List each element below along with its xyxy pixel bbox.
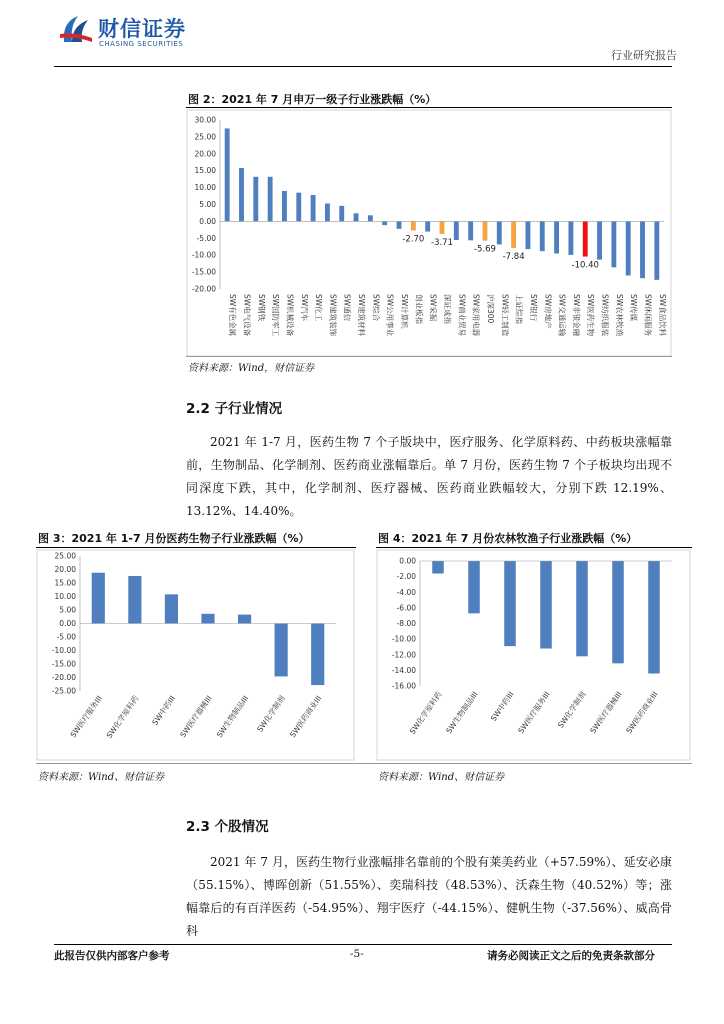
fig2-bar [382, 221, 387, 225]
section-2-2-heading: 2.2 子行业情况 [186, 401, 283, 417]
fig2-bar [368, 215, 373, 221]
fig2-category-label: SW休闲服务 [643, 294, 653, 337]
fig4-bar [612, 561, 624, 663]
fig4-y-tick: -12.00 [391, 650, 416, 660]
fig4-source: 资料来源：Wind、财信证券 [378, 772, 505, 783]
footer-disclaimer-left: 此报告仅供内部客户参考 [54, 950, 170, 962]
fig2-category-label: SW通信 [342, 294, 352, 322]
fig3-bar [128, 576, 141, 624]
fig3-category-label: SW中药III [150, 693, 178, 727]
fig2-category-label: SW钢铁 [256, 294, 266, 322]
fig2-category-label: SW房地产 [543, 294, 553, 329]
fig2-category-label: SW交通运输 [557, 294, 567, 337]
fig2-category-label: SW有色金属 [228, 294, 238, 337]
fig2-category-label: SW国防军工 [271, 294, 281, 337]
fig2-bottom-rule [186, 356, 672, 357]
fig3-title: 图 3：2021 年 1-7 月份医药生物子行业涨跌幅（%） [38, 532, 310, 545]
fig4-y-tick: -2.00 [396, 572, 416, 582]
fig2-category-label: 创业板指 [414, 294, 424, 324]
fig2-bar [511, 221, 516, 247]
fig2-source: 资料来源：Wind，财信证券 [188, 363, 315, 374]
header-rule [54, 66, 672, 67]
brand-logo [58, 12, 94, 48]
fig2-bar [425, 221, 430, 231]
logo-icon [58, 12, 94, 48]
section-2-2-text: 2021 年 1-7 月，医药生物 7 个子版块中，医疗服务、化学原料药、中药板块涨幅靠前，生物制品、化学制剂、医药商业涨幅靠后。单 7 月份，医药生物 7 个子板块均出现不同深度下跌，其中，化学制剂、医疗器械、医药商业跌幅较大，分别下跌 12.19%、13.12%、14.40%。 [186, 435, 672, 518]
fig2-category-label: SW机械设备 [285, 294, 295, 337]
fig2-bar [654, 221, 659, 279]
fig2-category-label: SW汽车 [299, 294, 309, 322]
fig2-bar [325, 203, 330, 221]
fig2-data-label: -10.40 [571, 260, 599, 271]
fig2-bar [554, 221, 559, 253]
fig2-category-label: SW商业贸易 [457, 294, 467, 337]
fig2-bar [497, 221, 502, 244]
fig3-y-tick: -20.00 [51, 673, 76, 682]
fig2-y-tick: 15.00 [194, 166, 216, 176]
fig2-bar [225, 128, 230, 221]
fig3-bar [165, 594, 178, 623]
fig4-y-tick: -8.00 [396, 619, 416, 628]
fig2-bar [640, 221, 645, 278]
fig4-chart [376, 548, 692, 762]
fig3-y-tick: 10.00 [54, 592, 76, 601]
fig2-data-label: -2.70 [402, 234, 425, 245]
fig2-category-label: SW农林牧渔 [614, 294, 624, 337]
fig2-bar [282, 191, 287, 221]
fig2-category-label: SW公用事业 [385, 294, 395, 337]
fig2-y-tick: -10.00 [191, 250, 216, 260]
fig3-y-tick: -10.00 [51, 646, 76, 655]
fig3-y-tick: 25.00 [54, 551, 76, 561]
fig4-category-label: SW医疗器械III [588, 689, 624, 736]
fig2-category-label: SW综合 [371, 294, 381, 322]
fig2-bar [540, 221, 545, 251]
fig2-bar [454, 221, 459, 240]
fig4-y-tick: -6.00 [396, 603, 416, 613]
fig2-y-tick: -20.00 [191, 284, 216, 294]
fig4-bar [648, 561, 660, 674]
fig2-bar [339, 206, 344, 222]
fig2-category-label: SW家用电器 [471, 294, 481, 337]
section-2-3-text: 2021 年 7 月，医药生物行业涨幅排名靠前的个股有莱美药业（+57.59%）、延安必康（55.15%）、博晖创新（51.55%）、奕瑞科技（48.53%）、沃森生物（40.52%）等；涨幅靠后的有百洋医药（-54.95%）、翔宇医疗（-44.15%）、健帆生物（-37.56%）、威高骨科 [186, 855, 672, 938]
fig3-category-label: SW生物制品III [214, 693, 251, 740]
fig4-category-label: SW化学原料药 [407, 689, 444, 736]
fig4-y-tick: -4.00 [396, 587, 416, 597]
fig4-y-tick: -10.00 [391, 634, 416, 644]
footer-disclaimer-right: 请务必阅读正文之后的免责条款部分 [487, 950, 655, 962]
fig2-data-label: -7.84 [502, 251, 525, 262]
fig4-bar [468, 561, 480, 613]
section-2-2-paragraph [186, 431, 672, 523]
fig3-y-tick: -25.00 [51, 686, 76, 696]
fig4-y-tick: -16.00 [391, 681, 416, 691]
fig4-y-tick: -14.00 [391, 665, 416, 675]
fig2-bar [611, 221, 616, 267]
fig2-bar [440, 221, 445, 234]
fig2-category-label: SW非银金融 [571, 294, 581, 337]
fig2-category-label: 深证成指 [443, 294, 452, 324]
fig4-y-tick: 0.00 [399, 556, 416, 566]
fig2-y-tick: -15.00 [191, 267, 216, 277]
fig2-data-label: -5.69 [473, 244, 496, 255]
fig2-bar [597, 221, 602, 259]
fig2-category-label: 沪深300 [485, 294, 495, 324]
fig2-bar [483, 221, 488, 240]
fig2-bar [568, 221, 573, 254]
fig2-y-tick: 30.00 [194, 115, 216, 125]
section-2-3-heading: 2.3 个股情况 [186, 819, 269, 835]
fig2-category-label: SW食品饮料 [657, 294, 667, 337]
brand-name-en: CHASING SECURITIES [99, 40, 184, 48]
fig3-category-label: SW医疗服务III [68, 693, 104, 740]
fig3-bar [311, 624, 324, 686]
fig2-bar [296, 193, 301, 222]
fig2-bar [311, 195, 316, 221]
fig2-y-tick: 25.00 [194, 132, 216, 142]
fig2-title: 图 2：2021 年 7 月申万一级子行业涨跌幅（%） [188, 93, 437, 106]
fig2-y-tick: 0.00 [199, 216, 216, 226]
fig4-bar [504, 561, 516, 646]
fig3-bar [201, 614, 214, 624]
fig3-source: 资料来源：Wind、财信证券 [38, 772, 165, 783]
fig2-bar [583, 221, 588, 256]
fig2-y-tick: 20.00 [194, 149, 216, 159]
fig2-category-label: SW医药生物 [586, 294, 596, 337]
fig3-bar [92, 573, 105, 624]
fig3-category-label: SW医疗器械III [178, 693, 214, 740]
fig2-category-label: SW采掘 [428, 294, 438, 322]
fig4-frame [377, 550, 690, 760]
fig2-category-label: SW轻工制造 [500, 294, 510, 337]
footer-rule [54, 944, 672, 945]
fig4-bar [576, 561, 588, 656]
fig3-4-bottom-rule [36, 763, 692, 764]
fig2-category-label: SW传媒 [629, 294, 639, 322]
fig4-title: 图 4：2021 年 7 月份农林牧渔子行业涨跌幅（%） [378, 532, 638, 545]
fig2-category-label: SW银行 [528, 294, 538, 322]
fig4-category-label: SW中药III [488, 689, 516, 723]
fig2-bar [626, 221, 631, 275]
fig2-bar [411, 221, 416, 230]
fig3-category-label: SW化学原料药 [104, 693, 141, 740]
fig3-y-tick: 20.00 [54, 565, 76, 574]
fig2-chart [186, 108, 672, 356]
fig2-y-tick: 5.00 [199, 200, 216, 209]
section-2-3-paragraph [186, 851, 672, 943]
fig2-y-tick: -5.00 [196, 233, 216, 243]
fig4-category-label: SW生物制品III [444, 689, 480, 736]
fig2-bar [239, 168, 244, 221]
fig2-bar [253, 177, 258, 222]
fig2-bar [468, 221, 473, 240]
fig3-category-label: SW化学制剂 [255, 693, 287, 734]
fig2-bar [354, 213, 359, 221]
fig3-category-label: SW医药商业III [287, 693, 324, 740]
fig2-bar [397, 221, 402, 228]
fig2-category-label: SW建筑材料 [357, 294, 367, 337]
fig2-data-label: -3.71 [431, 237, 453, 248]
fig4-bar [540, 561, 552, 649]
report-type: 行业研究报告 [611, 49, 677, 62]
fig3-frame [37, 550, 354, 760]
fig3-bar [238, 615, 251, 624]
fig2-category-label: SW电气设备 [242, 294, 252, 337]
fig2-category-label: SW建筑装饰 [328, 294, 338, 337]
fig3-y-tick: 5.00 [59, 605, 76, 615]
fig3-chart [36, 548, 356, 762]
fig2-category-label: 上证综指 [514, 294, 524, 324]
fig3-y-tick: 15.00 [54, 578, 76, 588]
fig3-y-tick: 0.00 [59, 619, 76, 628]
fig4-category-label: SW化学制剂 [556, 689, 588, 730]
fig2-bar [268, 177, 273, 222]
fig3-bar [275, 624, 288, 677]
fig4-category-label: SW医药商业III [624, 689, 660, 736]
fig2-y-tick: 10.00 [194, 183, 216, 193]
fig4-category-label: SW医疗服务III [516, 689, 552, 736]
fig2-bar [526, 221, 531, 249]
fig2-category-label: SW计算机 [400, 294, 410, 329]
fig4-bar [432, 561, 444, 574]
brand-name-cn: 财信证券 [98, 17, 186, 41]
fig3-y-tick: -5.00 [56, 632, 76, 642]
fig2-category-label: SW化工 [314, 294, 324, 322]
page-number: -5- [350, 948, 364, 960]
fig3-y-tick: -15.00 [51, 659, 76, 669]
fig2-category-label: SW纺织服装 [600, 294, 610, 337]
